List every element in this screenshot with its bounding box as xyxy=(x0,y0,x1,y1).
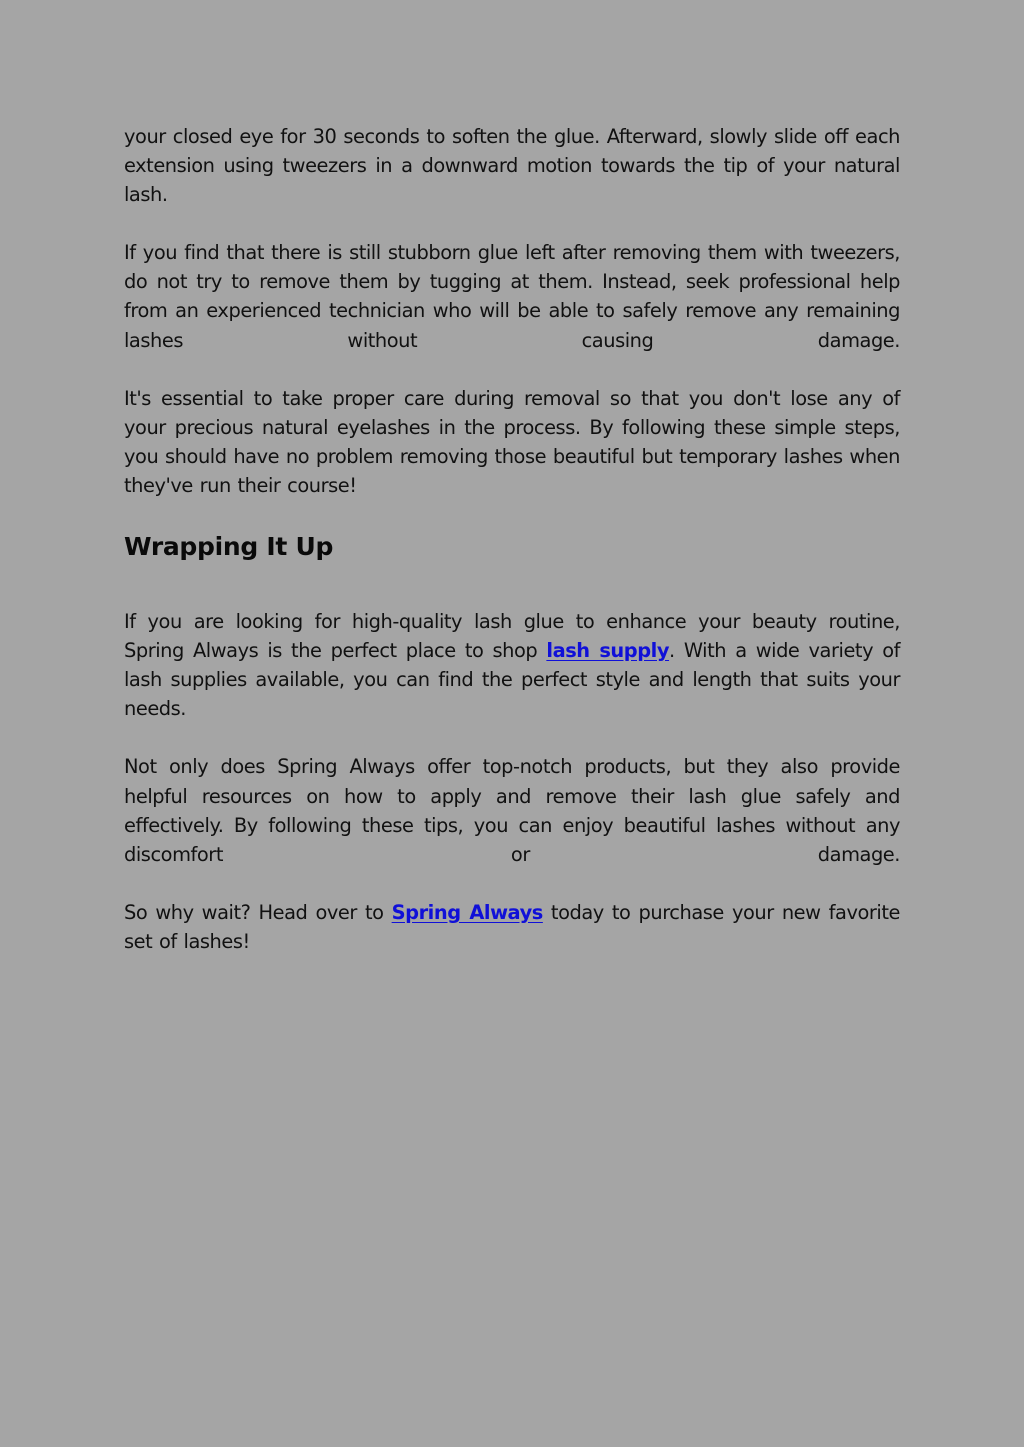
lash-supply-link[interactable]: lash supply xyxy=(546,639,670,663)
paragraph-lash-glue-shop xyxy=(124,607,900,723)
paragraph-removal-steps: your closed eye for 30 seconds to soften the glue. Afterward, slowly slide off each extension using tweezers in a downward motion towards the tip of your natural lash. xyxy=(124,125,900,207)
paragraph-text-segment: today to purchase your new favorite set of lashes! xyxy=(124,900,900,953)
paragraph-text-segment: . With a wide variety of lash supplies available, you can find the perfect style and length that suits your needs. xyxy=(124,639,900,721)
paragraph-stubborn-glue: If you find that there is still stubborn glue left after removing them with tweezers, do not try to remove them by tugging at them. Instead, seek professional help from an experienced technician who will be able to safely remove any remaining lashes without causing damage. xyxy=(124,241,900,352)
document-body xyxy=(124,122,900,985)
section-heading: Wrapping It Up xyxy=(124,532,334,562)
paragraph-text-segment: If you are looking for high-quality lash glue to enhance your beauty routine, Spring Always is the perfect place to shop xyxy=(124,610,900,663)
spring-always-link[interactable]: Spring Always xyxy=(391,900,543,924)
paragraph-call-to-action xyxy=(124,898,900,956)
paragraph-resources: Not only does Spring Always offer top-notch products, but they also provide helpful resources on how to apply and remove their lash glue safely and effectively. By following these tips, you can enjoy beautiful lashes without any discomfort or damage. xyxy=(124,755,900,866)
paragraph-text-segment: So why wait? Head over to xyxy=(124,900,392,924)
paragraph-proper-care: It's essential to take proper care during removal so that you don't lose any of your precious natural eyelashes in the process. By following these simple steps, you should have no problem removing those beautiful but temporary lashes when they've run their course! xyxy=(124,386,900,497)
